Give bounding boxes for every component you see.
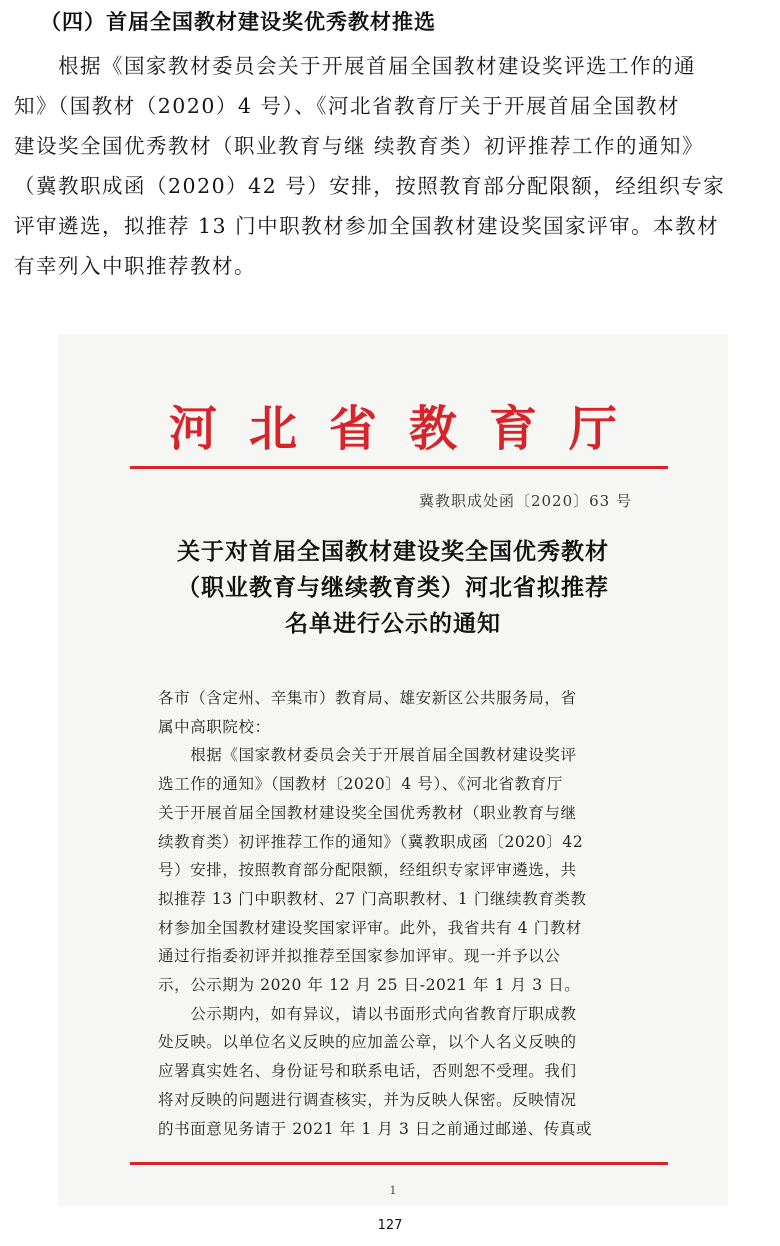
notice-body-line: 选工作的通知》（国教材〔2020〕4 号）、《河北省教育厅 xyxy=(158,775,563,794)
notice-body-line: 示，公示期为 2020 年 12 月 25 日-2021 年 1 月 3 日。 xyxy=(158,976,581,995)
notice-body-line: 属中高职院校： xyxy=(158,717,271,736)
intro-line: （冀教职成函（2020）42 号）安排，按照教育部分配限额，经组织专家 xyxy=(14,174,726,198)
page-number: 127 xyxy=(377,1218,403,1233)
intro-line: 根据《国家教材委员会关于开展首届全国教材建设奖评选工作的通 xyxy=(14,54,696,78)
notice-title-line: 关于对首届全国教材建设奖全国优秀教材 xyxy=(177,538,609,565)
intro-line: 评审遴选，拟推荐 13 门中职教材参加全国教材建设奖国家评审。本教材 xyxy=(14,214,720,238)
notice-body-line: 将对反映的问题进行调查核实，并为反映人保密。反映情况 xyxy=(158,1090,577,1109)
notice-body xyxy=(158,684,634,1143)
notice-body-line: 拟推荐 13 门中职教材、27 门高职教材、1 门继续教育类教 xyxy=(158,889,587,908)
notice-body-line: 通过行指委初评并拟推荐至国家参加评审。现一并予以公 xyxy=(158,947,561,966)
intro-line: 知》（国教材（2020）4 号）、《河北省教育厅关于开展首届全国教材 xyxy=(14,94,680,118)
notice-body-line: 处反映。以单位名义反映的应加盖公章，以个人名义反映的 xyxy=(158,1033,577,1052)
notice-body-line: 关于开展首届全国教材建设奖全国优秀教材（职业教育与继 xyxy=(158,803,577,822)
document-page-number: 1 xyxy=(389,1184,397,1197)
notice-title-line: （职业教育与继续教育类）河北省拟推荐 xyxy=(177,574,609,601)
notice-body-line: 续教育类）初评推荐工作的通知》（冀教职成函〔2020〕42 xyxy=(158,832,584,851)
notice-body-line: 材参加全国教材建设奖国家评审。此外，我省共有 4 门教材 xyxy=(158,918,583,937)
intro-paragraph xyxy=(14,46,772,286)
notice-body-line: 根据《国家教材委员会关于开展首届全国教材建设奖评 xyxy=(158,746,577,765)
notice-body-line: 公示期内，如有异议，请以书面形式向省教育厅职成教 xyxy=(158,1004,577,1023)
notice-body-line: 的书面意见务请于 2021 年 1 月 3 日之前通过邮递、传真或 xyxy=(158,1119,593,1138)
notice-title-line: 名单进行公示的通知 xyxy=(285,610,501,637)
notice-body-line: 号）安排，按照教育部分配限额，经组织专家评审遴选，共 xyxy=(158,861,577,880)
notice-title xyxy=(58,534,728,642)
intro-line: 建设奖全国优秀教材（职业教育与继 续教育类）初评推荐工作的通知》 xyxy=(14,134,705,158)
notice-body-line: 应署真实姓名、身份证号和联系电话，否则恕不受理。我们 xyxy=(158,1062,577,1081)
section-heading: （四）首届全国教材建设奖优秀教材推选 xyxy=(40,10,436,34)
agency-letterhead: 河北省教育厅 xyxy=(168,401,649,457)
notice-body-line: 各市（含定州、辛集市）教育局、雄安新区公共服务局，省 xyxy=(158,689,577,707)
document-number: 冀教职成处函〔2020〕63 号 xyxy=(418,492,632,510)
footer-red-rule xyxy=(130,1162,668,1165)
letterhead-red-rule xyxy=(130,466,668,469)
intro-line: 有幸列入中职推荐教材。 xyxy=(14,254,256,278)
notice-document-image xyxy=(58,334,728,1206)
